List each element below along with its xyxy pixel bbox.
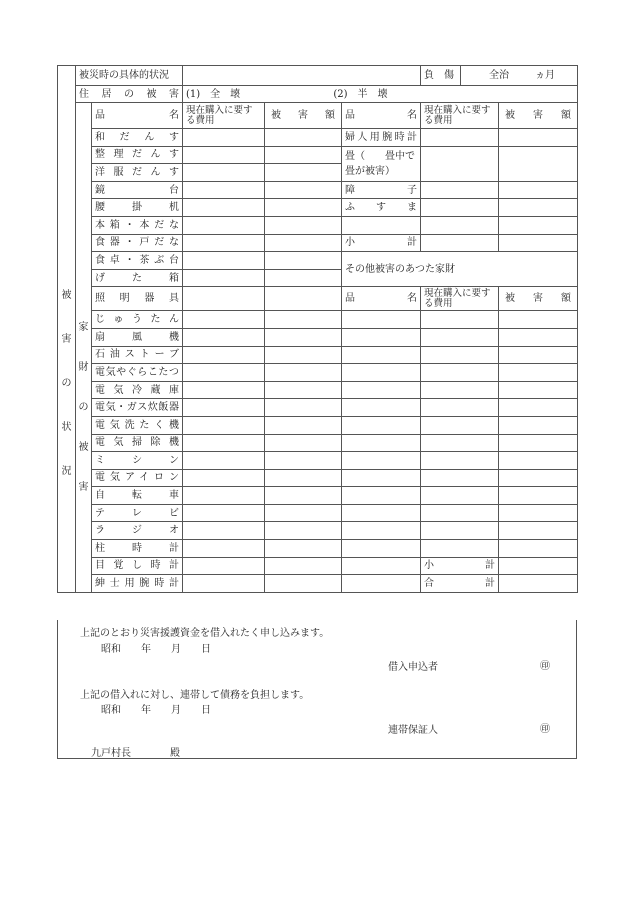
- left-item-name: 鏡台: [92, 181, 183, 199]
- cost-field[interactable]: [421, 146, 499, 181]
- addressee: 九戸村長: [91, 748, 131, 759]
- cost-field[interactable]: [421, 311, 499, 329]
- left-item-name: じゅうたん: [92, 311, 183, 329]
- table-row: [58, 540, 578, 558]
- right-item-name[interactable]: [342, 328, 421, 346]
- guarantor-label: 連帯保証人: [388, 725, 438, 736]
- table-row: [58, 252, 578, 270]
- side-label-char: の: [61, 378, 72, 390]
- right-item-name[interactable]: [342, 381, 421, 399]
- damage-field[interactable]: [265, 199, 342, 217]
- right2-damage-amount-header: 被害額: [499, 287, 578, 311]
- cost-field[interactable]: [183, 129, 265, 147]
- left-item-name: 電気洗たく機: [92, 416, 183, 434]
- right-item-name[interactable]: [342, 399, 421, 417]
- left-item-name: 食器・戸だな: [92, 234, 183, 252]
- left-item-name: テレビ: [92, 504, 183, 522]
- table-row: [58, 487, 578, 505]
- cost-field[interactable]: [183, 452, 265, 470]
- damage-field[interactable]: [499, 146, 578, 181]
- cost-field[interactable]: [183, 234, 265, 252]
- damage-field[interactable]: [499, 129, 578, 147]
- left-item-name: 石油ストーブ: [92, 346, 183, 364]
- damage-field[interactable]: [499, 216, 578, 234]
- table-row: [58, 287, 578, 311]
- damage-field[interactable]: [265, 146, 342, 164]
- cost-field[interactable]: [183, 575, 265, 593]
- damage-field[interactable]: [499, 416, 578, 434]
- damage-field[interactable]: [265, 216, 342, 234]
- left-item-name: 扇風機: [92, 328, 183, 346]
- right-item-name-header: 品名: [342, 103, 421, 129]
- situation-field[interactable]: [183, 66, 421, 86]
- left-item-name: 本箱・本だな: [92, 216, 183, 234]
- cost-field[interactable]: [421, 469, 499, 487]
- damage-field[interactable]: [265, 252, 342, 270]
- damage-field[interactable]: [265, 328, 342, 346]
- right2-item-name-header: 品名: [342, 287, 421, 311]
- left-item-name: ラジオ: [92, 522, 183, 540]
- right-item-name[interactable]: [342, 346, 421, 364]
- cost-field[interactable]: [421, 328, 499, 346]
- subtotal-label: 小計: [342, 234, 421, 252]
- left-item-name: 照明器具: [92, 287, 183, 311]
- option-half-destruction[interactable]: (2) 半 壊: [333, 88, 388, 100]
- right-item-name: ふすま: [342, 199, 421, 217]
- total-label: 合計: [421, 575, 499, 593]
- damage-field[interactable]: [499, 575, 578, 593]
- table-row: [58, 522, 578, 540]
- table-row: [58, 416, 578, 434]
- damage-field[interactable]: [265, 434, 342, 452]
- cost-field[interactable]: [421, 434, 499, 452]
- damage-field[interactable]: [499, 504, 578, 522]
- right-item-name[interactable]: [342, 364, 421, 382]
- left-item-name: 食卓・茶ぶ台: [92, 252, 183, 270]
- damage-field[interactable]: [265, 234, 342, 252]
- side-label-char: 被: [61, 290, 72, 302]
- left-item-name: ミシン: [92, 452, 183, 470]
- left-item-name: 整理だんす: [92, 146, 183, 164]
- damage-field[interactable]: [499, 540, 578, 558]
- damage-field[interactable]: [265, 487, 342, 505]
- housing-damage-label: 住居の被害: [76, 86, 183, 103]
- left-item-name: 電気掃除機: [92, 434, 183, 452]
- cost-field[interactable]: [183, 399, 265, 417]
- guarantee-date[interactable]: 昭和 年 月 日: [101, 705, 211, 716]
- table-row: [58, 399, 578, 417]
- left-item-name: 目覚し時計: [92, 557, 183, 575]
- cost-field[interactable]: [421, 487, 499, 505]
- damage-field[interactable]: [499, 364, 578, 382]
- cost-field[interactable]: [183, 146, 265, 164]
- table-row: [58, 146, 578, 164]
- side-label-char: 状: [61, 422, 72, 434]
- damage-field[interactable]: [265, 164, 342, 182]
- cost-field[interactable]: [183, 487, 265, 505]
- left-item-name: 紳士用腕時計: [92, 575, 183, 593]
- applicant-label: 借入申込者: [388, 662, 438, 673]
- table-row: [58, 234, 578, 252]
- cost-field[interactable]: [183, 522, 265, 540]
- cost-field[interactable]: [421, 346, 499, 364]
- table-row: [58, 434, 578, 452]
- cost-field[interactable]: [183, 287, 265, 311]
- cost-field[interactable]: [183, 346, 265, 364]
- cost-field[interactable]: [421, 381, 499, 399]
- right-item-name[interactable]: [342, 522, 421, 540]
- table-row: [58, 181, 578, 199]
- right-item-name[interactable]: [342, 416, 421, 434]
- table-row: [58, 575, 578, 593]
- table-row: [58, 216, 578, 234]
- damage-field[interactable]: [499, 311, 578, 329]
- right-current-cost-header: 現在購入に要する費用: [421, 103, 499, 129]
- damage-field[interactable]: [499, 181, 578, 199]
- situation-label: 被災時の具体的状況: [76, 66, 183, 86]
- right-item-name: 畳（ 畳中で畳が被害）: [342, 146, 421, 181]
- damage-field[interactable]: [265, 416, 342, 434]
- damage-field[interactable]: [265, 469, 342, 487]
- damage-field[interactable]: [265, 269, 342, 287]
- side-label-char: 財: [78, 361, 89, 373]
- right-item-name[interactable]: [342, 452, 421, 470]
- right-item-name[interactable]: [342, 311, 421, 329]
- recovery-field[interactable]: [461, 70, 577, 81]
- cost-field[interactable]: [183, 504, 265, 522]
- cost-field[interactable]: [421, 216, 499, 234]
- injury-cell: [421, 66, 578, 86]
- cost-field[interactable]: [183, 557, 265, 575]
- damage-field[interactable]: [499, 522, 578, 540]
- right-item-name[interactable]: [342, 216, 421, 234]
- cost-field[interactable]: [421, 129, 499, 147]
- damage-field[interactable]: [499, 469, 578, 487]
- table-row: [58, 381, 578, 399]
- damage-field[interactable]: [499, 381, 578, 399]
- right-item-name[interactable]: [342, 469, 421, 487]
- left-item-name: 腰掛机: [92, 199, 183, 217]
- right-item-name[interactable]: [342, 540, 421, 558]
- damage-status-side-label: [58, 66, 76, 593]
- left-item-name: 自転車: [92, 487, 183, 505]
- cost-field[interactable]: [183, 328, 265, 346]
- damage-field[interactable]: [499, 346, 578, 364]
- damage-field[interactable]: [265, 129, 342, 147]
- cost-field[interactable]: [183, 469, 265, 487]
- damage-field[interactable]: [499, 328, 578, 346]
- seal-icon: ㊞: [540, 724, 550, 735]
- left-item-name: 洋服だんす: [92, 164, 183, 182]
- damage-field[interactable]: [499, 199, 578, 217]
- cost-field[interactable]: [183, 364, 265, 382]
- cost-field[interactable]: [421, 504, 499, 522]
- guarantee-text: 上記の借入れに対し、連帯して債務を負担します。: [80, 690, 310, 701]
- table-row: [58, 364, 578, 382]
- right-item-name: 婦人用腕時計: [342, 129, 421, 147]
- cost-field[interactable]: [183, 540, 265, 558]
- damage-field[interactable]: [499, 399, 578, 417]
- cost-field[interactable]: [183, 181, 265, 199]
- table-row: [58, 504, 578, 522]
- cost-field[interactable]: [421, 522, 499, 540]
- left-item-name: 和だんす: [92, 129, 183, 147]
- right-item-name[interactable]: [342, 557, 421, 575]
- table-row: [58, 199, 578, 217]
- left-item-name: 電気アイロン: [92, 469, 183, 487]
- damage-field[interactable]: [265, 540, 342, 558]
- application-date[interactable]: 昭和 年 月 日: [101, 644, 211, 655]
- injury-label: 負 傷: [421, 66, 461, 85]
- damage-field[interactable]: [265, 399, 342, 417]
- damage-field[interactable]: [499, 234, 578, 252]
- subtotal-label: 小計: [421, 557, 499, 575]
- right-item-name[interactable]: [342, 575, 421, 593]
- right-item-name[interactable]: [342, 504, 421, 522]
- cost-field[interactable]: [183, 434, 265, 452]
- right-damage-amount-header: 被害額: [499, 103, 578, 129]
- right-item-name[interactable]: [342, 434, 421, 452]
- left-item-name: 電気やぐらこたつ: [92, 364, 183, 382]
- seal-icon: ㊞: [540, 661, 550, 672]
- damage-field[interactable]: [499, 557, 578, 575]
- damage-field[interactable]: [265, 381, 342, 399]
- damage-field[interactable]: [265, 504, 342, 522]
- recovery-prefix: 全治: [489, 70, 510, 81]
- table-row: [58, 452, 578, 470]
- damage-field[interactable]: [265, 452, 342, 470]
- damage-field[interactable]: [265, 181, 342, 199]
- household-damage-side-label: [76, 103, 92, 593]
- cost-field[interactable]: [183, 199, 265, 217]
- damage-field[interactable]: [499, 452, 578, 470]
- cost-field[interactable]: [421, 452, 499, 470]
- housing-damage-options: [183, 86, 578, 103]
- honorific: 殿: [170, 748, 180, 759]
- table-row: [58, 469, 578, 487]
- damage-field[interactable]: [265, 522, 342, 540]
- cost-field[interactable]: [421, 540, 499, 558]
- damage-field[interactable]: [265, 287, 342, 311]
- application-section: [57, 620, 577, 759]
- left-item-name: 電気・ガス炊飯器: [92, 399, 183, 417]
- right2-current-cost-header: 現在購入に要する費用: [421, 287, 499, 311]
- side-label-char: 家: [78, 321, 89, 333]
- other-items-label: その他被害のあつた家財: [342, 252, 578, 287]
- cost-field[interactable]: [183, 381, 265, 399]
- cost-field[interactable]: [183, 216, 265, 234]
- left-item-name: 電気冷蔵庫: [92, 381, 183, 399]
- damage-field[interactable]: [499, 434, 578, 452]
- cost-field[interactable]: [421, 416, 499, 434]
- side-label-char: 被: [78, 441, 89, 453]
- cost-field[interactable]: [421, 199, 499, 217]
- left-item-name: げた箱: [92, 269, 183, 287]
- table-row: [58, 311, 578, 329]
- cost-field[interactable]: [183, 311, 265, 329]
- option-full-destruction[interactable]: (1) 全 壊: [186, 88, 241, 100]
- damage-field[interactable]: [265, 557, 342, 575]
- right-item-name[interactable]: [342, 487, 421, 505]
- damage-field[interactable]: [265, 346, 342, 364]
- side-label-char: の: [78, 401, 89, 413]
- left-item-name: 柱時計: [92, 540, 183, 558]
- table-row: [58, 346, 578, 364]
- disaster-damage-form-table: [57, 65, 578, 593]
- table-row: [58, 328, 578, 346]
- damage-field[interactable]: [265, 311, 342, 329]
- damage-field[interactable]: [499, 487, 578, 505]
- left-current-cost-header: 現在購入に要する費用: [183, 103, 265, 129]
- table-row: [58, 557, 578, 575]
- application-text: 上記のとおり災害援護資金を借入れたく申し込みます。: [80, 628, 330, 639]
- cost-field[interactable]: [183, 252, 265, 270]
- cost-field[interactable]: [421, 399, 499, 417]
- cost-field[interactable]: [183, 269, 265, 287]
- side-label-char: 害: [61, 334, 72, 346]
- cost-field[interactable]: [183, 416, 265, 434]
- damage-field[interactable]: [265, 364, 342, 382]
- cost-field[interactable]: [183, 164, 265, 182]
- cost-field[interactable]: [421, 364, 499, 382]
- left-item-name-header: 品名: [92, 103, 183, 129]
- left-damage-amount-header: 被害額: [265, 103, 342, 129]
- table-row: [58, 129, 578, 147]
- side-label-char: 況: [61, 466, 72, 478]
- side-label-char: 害: [78, 481, 89, 493]
- right-item-name: 障子: [342, 181, 421, 199]
- recovery-suffix: ヵ月: [535, 70, 556, 81]
- cost-field[interactable]: [421, 234, 499, 252]
- damage-field[interactable]: [265, 575, 342, 593]
- cost-field[interactable]: [421, 181, 499, 199]
